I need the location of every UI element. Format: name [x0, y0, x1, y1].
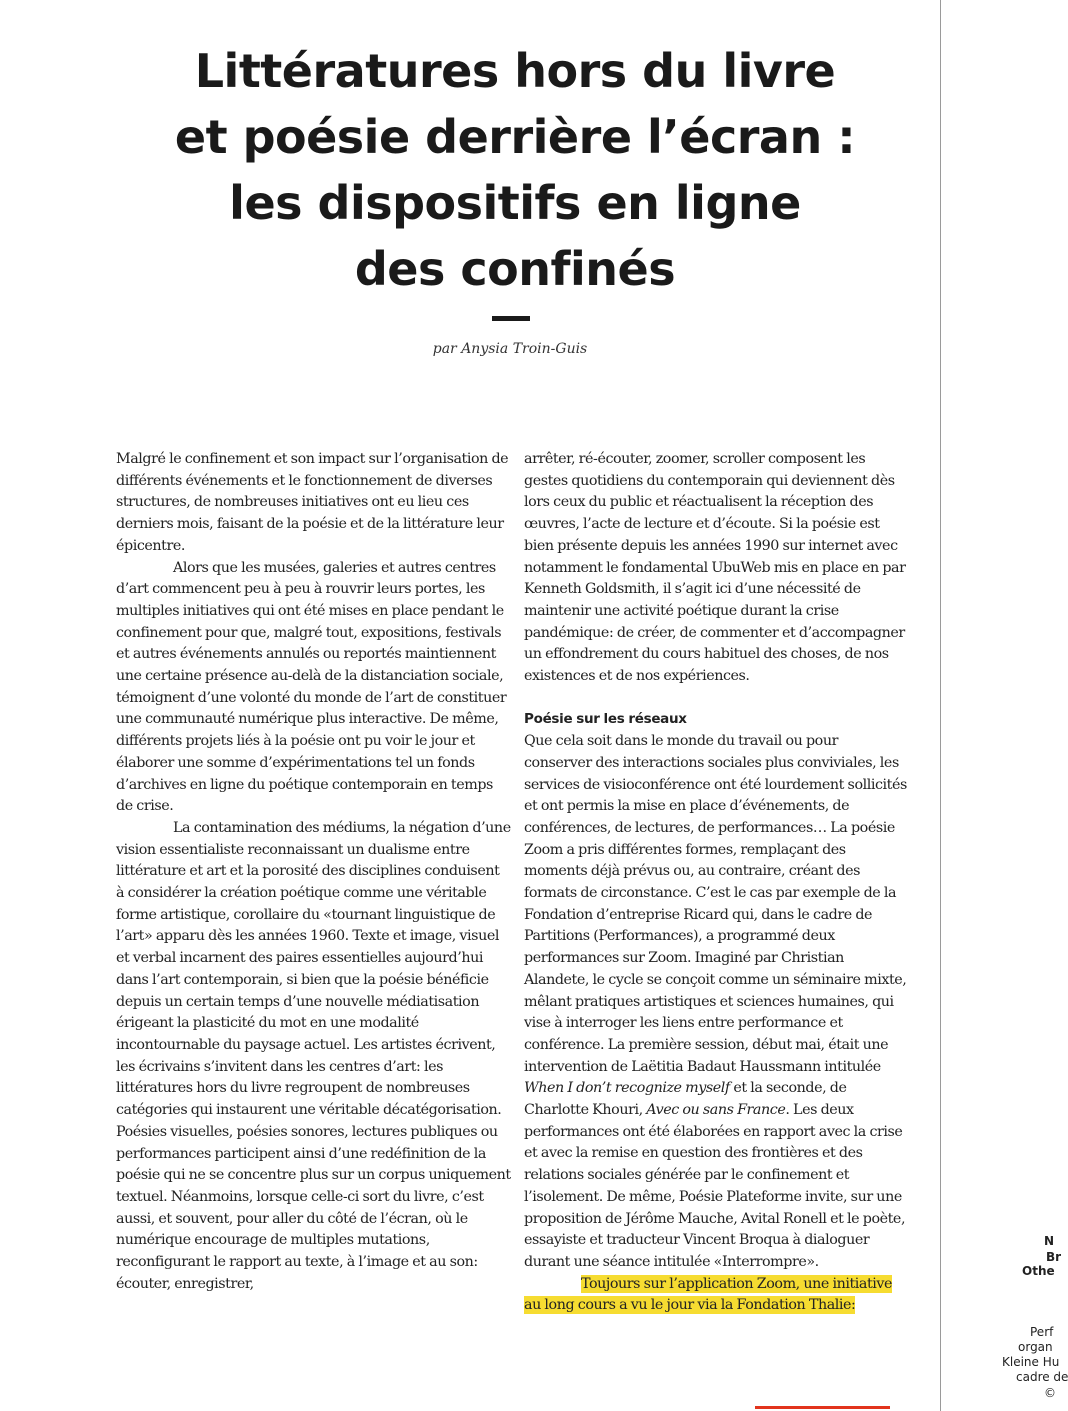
highlighted-paragraph [524, 1274, 909, 1317]
byline: par Anysia Troin-Guis [432, 341, 588, 357]
page-fold-edge [940, 0, 941, 1411]
paragraph: Malgré le confinement et son impact sur l’organisation de différents événements et le fonctionnement de diverses structures, de nombreuses initiatives ont eu lieu ces derniers mois, faisant de la poésie et de la littérature leur épicentre. [116, 451, 509, 554]
paragraph-text: et la seconde, de Charlotte Khouri, [524, 1080, 847, 1119]
work-title: When I don’t recognize myself [524, 1080, 730, 1097]
title-line-3: les dispositifs en ligne [229, 176, 801, 230]
title-line-4: des confinés [354, 242, 676, 296]
paragraph: arrêter, ré-écouter, zoomer, scroller composent les gestes quotidiens du contemporain qui deviennent dès lors ceux du public et réactualisent la réception des œuvres, l’acte de lecture et d’écoute. Si la poésie est bien présente depuis les années 1990 sur internet avec notamment le fondamental UbuWeb mis en place en par Kenneth Goldsmith, il s’agit ici d’une nécessité de maintenir une activité poétique durant la crise pandémique: de créer, de commenter et d’accompagner un effondrement du cours habituel des choses, de nos existences et de nos expériences. [524, 451, 906, 685]
paragraph: Alors que les musées, galeries et autres centres d’art commencent peu à peu à rouvrir leurs portes, les multiples initiatives qui ont été mises en place pendant le confinement pour que, malgré tout, expositions, festivals et autres événements annulés ou reportés maintiennent une certaine présence au-delà de la distanciation sociale, témoignent d’une volonté du monde de l’art de constituer une communauté numérique plus interactive. De même, différents projets liés à la poésie ont pu voir le jour et élaborer une somme d’expérimentations tel un fonds d’archives en ligne du poétique contemporain en temps de crise. [116, 559, 507, 815]
title-line-2: et poésie derrière l’écran : [174, 110, 856, 164]
title-line-1: Littératures hors du livre [194, 44, 836, 98]
paragraph-text: . Les deux performances ont été élaborées en rapport avec la crise et avec la remise en question des frontières et des relations sociales générée par le confinement et l’isolement. De même, Poésie Plateforme invite, sur une proposition de Jérôme Mauche, Avital Ronell et le poète, essayiste et traducteur Vincent Broqua à dialoguer durant une séance intitulée «Interrompre». [524, 1102, 906, 1270]
article-title [100, 38, 930, 302]
side-fragment: N [1044, 1234, 1055, 1248]
side-fragment: © [1044, 1386, 1056, 1400]
side-fragment: Perf [1030, 1325, 1054, 1339]
title-divider [492, 316, 530, 321]
side-fragment: Othe [1022, 1264, 1055, 1278]
side-fragment: organ [1018, 1340, 1053, 1354]
red-underline-mark [755, 1406, 890, 1409]
side-fragment: cadre de [1016, 1370, 1068, 1384]
section-heading: Poésie sur les réseaux [524, 711, 687, 728]
paragraph [524, 731, 909, 1274]
left-column [116, 449, 511, 1295]
paragraph-text: Que cela soit dans le monde du travail ou pour conserver des interactions sociales plus conviviales, les services de visioconférence ont été lourdement sollicités et ont permis la mise en place d’événements, de conférences, de lectures, de performances… La poésie Zoom a pris différentes formes, remplaçant des moments déjà prévus ou, au contraire, créant des formats de circonstance. C’est le cas par exemple de la Fondation d’entreprise Ricard qui, dans le cadre de Partitions (Performances), a programmé deux performances sur Zoom. Imaginé par Christian Alandete, le cycle se conçoit comme un séminaire mixte, mêlant pratiques artistiques et sciences humaines, qui vise à interroger les liens entre performance et conférence. La première session, début mai, était une intervention de Laëtitia Badaut Haussmann intitulée [524, 733, 907, 1075]
right-column [524, 449, 909, 1317]
side-fragment: Br [1046, 1250, 1062, 1264]
side-fragment: Kleine Hu [1002, 1355, 1060, 1369]
paragraph: La contamination des médiums, la négation d’une vision essentialiste reconnaissant un dualisme entre littérature et art et la porosité des disciplines conduisent à considérer la création poétique comme une véritable forme artistique, corollaire du «tournant linguistique de l’art» apparu dès les années 1960. Texte et image, visuel et verbal incarnent des paires essentielles aujourd’hui dans l’art contemporain, si bien que la poésie bénéficie depuis un certain temps d’une nouvelle médiatisation érigeant la plasticité du mot en une modalité incontournable du paysage actuel. Les artistes écrivent, les écrivains s’invitent dans les centres d’art: les littératures hors du livre regroupent de nombreuses catégories qui instaurent une véritable décatégorisation. Poésies visuelles, poésies sonores, lectures publiques ou performances participent ainsi d’une redéfinition de la poésie qui ne se concentre plus sur un corpus uniquement textuel. Néanmoins, lorsque celle-ci sort du livre, c’est aussi, et souvent, pour aller du côté de l’écran, où le numérique encourage de multiples mutations, reconfigurant le rapport au texte, à l’image et au son: écouter, enregistrer, [116, 819, 511, 1292]
highlighted-text: Toujours sur l’application Zoom, une initiative au long cours a vu le jour via la Fondation Thalie: [524, 1275, 893, 1314]
spacer [524, 688, 909, 710]
work-title: Avec ou sans France [646, 1102, 786, 1119]
